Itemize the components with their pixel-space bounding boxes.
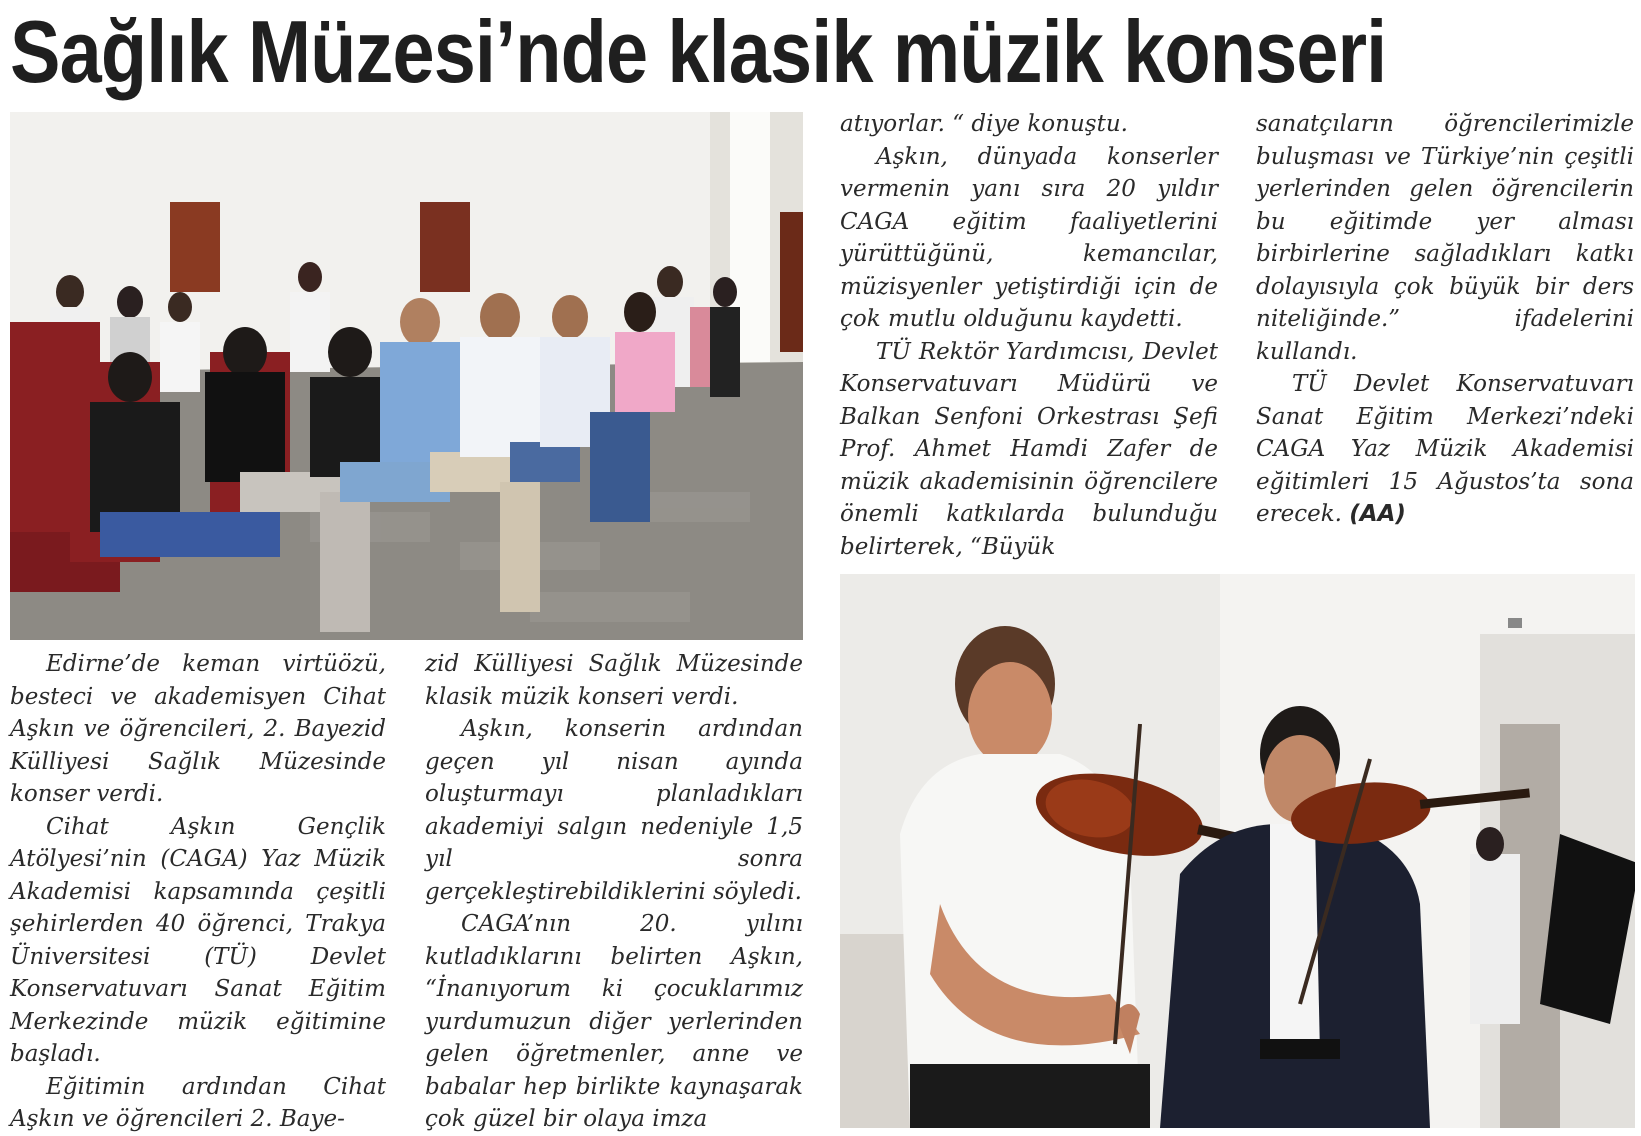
paragraph: Eğitimin ardından Cihat Aşkın ve öğrencileri 2. Baye- bbox=[10, 1073, 386, 1132]
paragraph bbox=[1256, 368, 1634, 531]
audience-photo bbox=[10, 112, 803, 640]
paragraph: atıyorlar. “ diye konuştu. bbox=[840, 111, 1128, 137]
article-column-2 bbox=[425, 648, 803, 1136]
paragraph: TÜ Rektör Yardımcısı, Devlet Konservatuvarı Müdürü ve Balkan Senfoni Orkestrası Şefi Prof. Ahmet Hamdi Zafer de müzik akademisinin öğrencilere önemli katkılarda bulunduğu belirterek, “Büyük bbox=[840, 338, 1218, 560]
paragraph: Edirne’de keman virtüözü, besteci ve akademisyen Cihat Aşkın ve öğrencileri, 2. Bayezid Külliyesi Sağlık Müzesinde konser verdi. bbox=[10, 651, 386, 807]
paragraph: Aşkın, konserin ardından geçen yıl nisan ayında oluşturmayı planladıkları akademiyi salgın nedeniyle 1,5 yıl sonra gerçekleştirebildiklerini söyledi. bbox=[425, 716, 803, 905]
paragraph-text: TÜ Devlet Konservatuvarı Sanat Eğitim Merkezi’ndeki CAGA Yaz Müzik Akademisi eğitimleri 15 Ağustos’ta sona erecek. bbox=[1256, 371, 1634, 527]
article-column-4 bbox=[1256, 108, 1634, 531]
article-column-3 bbox=[840, 108, 1218, 563]
source-credit: (AA) bbox=[1349, 501, 1406, 527]
paragraph: CAGA’nın 20. yılını kutladıklarını belirten Aşkın, “İnanıyorum ki çocuklarımız yurdumuzun diğer yerlerinden gelen öğretmenler, anne ve babalar hep birlikte kaynaşarak çok güzel bir olaya imza bbox=[425, 911, 803, 1132]
violinists-photo bbox=[840, 574, 1635, 1128]
article-column-1 bbox=[10, 648, 386, 1136]
paragraph: zid Külliyesi Sağlık Müzesinde klasik müzik konseri verdi. bbox=[425, 651, 803, 710]
paragraph: Aşkın, dünyada konserler vermenin yanı sıra 20 yıldır CAGA eğitim faaliyetlerini yürüttüğünü, kemancılar, müzisyenler yetiştirdiği için de çok mutlu olduğunu kaydetti. bbox=[840, 143, 1218, 332]
headline: Sağlık Müzesi’nde klasik müzik konseri bbox=[10, 2, 1387, 101]
paragraph: sanatçıların öğrencilerimizle buluşması ve Türkiye’nin çeşitli yerlerinden gelen öğrencilerin bu eğitimde yer alması birbirlerine sağladıkları katkı dolayısıyla çok büyük bir ders niteliğinde.” ifadelerini kullandı. bbox=[1256, 111, 1634, 365]
paragraph: Cihat Aşkın Gençlik Atölyesi’nin (CAGA) Yaz Müzik Akademisi kapsamında çeşitli şehirlerden 40 öğrenci, Trakya Üniversitesi (TÜ) Devlet Konservatuvarı Sanat Eğitim Merkezinde müzik eğitimine başladı. bbox=[10, 813, 386, 1067]
